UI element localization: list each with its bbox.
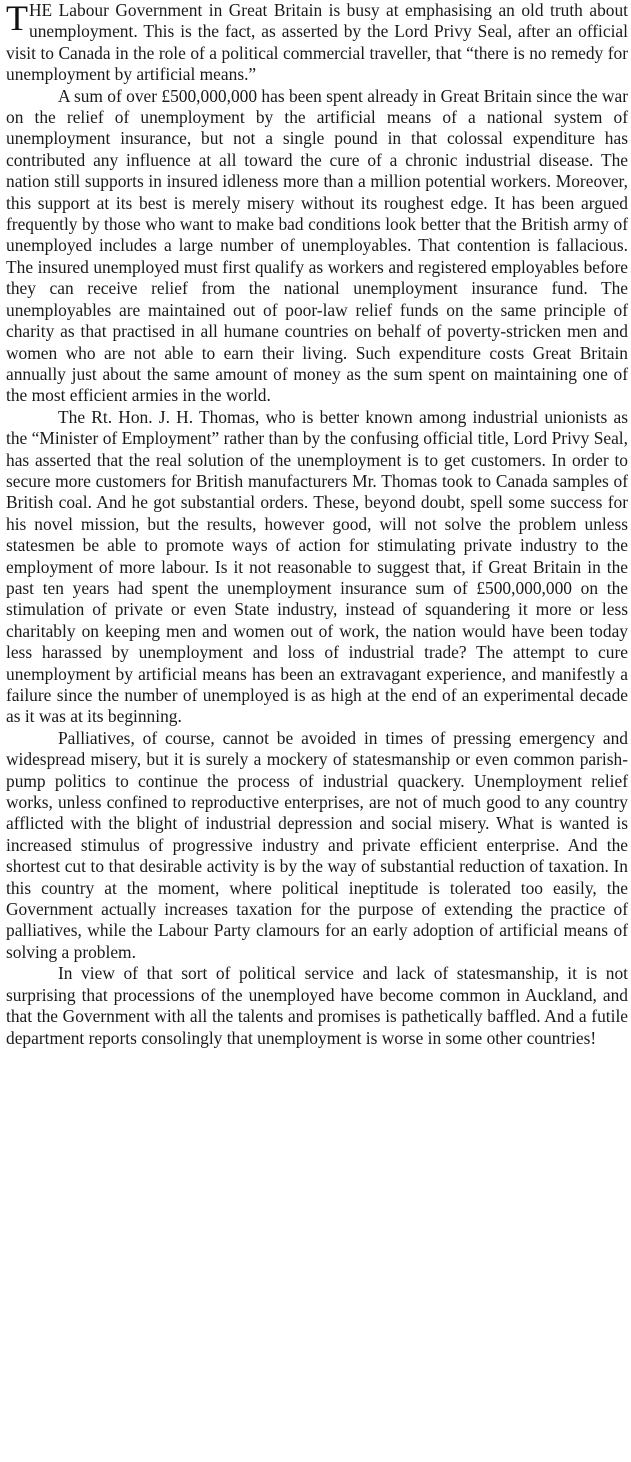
paragraph-2: A sum of over £500,000,000 has been spent already in Great Britain since the war on the relief of unemployment by the artificial means of a national system of unemployment insurance, but not a single pound in that colossal expenditure has contributed any influence at all toward the cure of a chronic industrial disease. The nation still supports in insured idleness more than a million potential workers. Moreover, this support at its best is merely misery without its roughest edge. It has been argued frequently by those who want to make bad conditions look better that the British army of unemployed includes a large number of unemployables. That contention is fallacious. The insured unemployed must first qualify as workers and registered employables before they can receive relief from the national unemployment insurance fund. The unemployables are maintained out of poor-law relief funds on the same principle of charity as that practised in all humane countries on behalf of poverty-stricken men and women who are not able to earn their living. Such expenditure costs Great Britain annually just about the same amount of money as the sum spent on maintaining one of the most efficient armies in the world. xyxy=(6,85,628,406)
drop-cap: T xyxy=(6,0,28,38)
paragraph-4: Palliatives, of course, cannot be avoided in times of pressing emergency and widespread misery, but it is surely a mockery of statesmanship or even common parish-pump politics to continue the process of industrial quackery. Unemployment relief works, unless confined to reproductive enterprises, are not of much good to any country afflicted with the blight of industrial depression and social misery. What is wanted is increased stimulus of progressive industry and private efficient enterprise. And the shortest cut to that desirable activity is by the way of substantial reduction of taxation. In this country at the moment, where political ineptitude is tolerated too easily, the Government actually increases taxation for the purpose of extending the practice of palliatives, while the Labour Party clamours for an early adoption of artificial means of solving a problem. xyxy=(6,727,628,962)
paragraph-5: In view of that sort of political service and lack of statesmanship, it is not surprising that processions of the unemployed have become common in Auckland, and that the Government with all the talents and promises is pathetically baffled. And a futile department reports consolingly that unemployment is worse in some other countries! xyxy=(6,963,628,1048)
paragraph-1 xyxy=(6,0,628,86)
paragraph-3: The Rt. Hon. J. H. Thomas, who is better known among industrial unionists as the “Minister of Employment” rather than by the confusing official title, Lord Privy Seal, has asserted that the real solution of the unemployment is to get customers. In order to secure more customers for British manufacturers Mr. Thomas took to Canada samples of British coal. And he got substantial orders. These, beyond doubt, spell some success for his novel mission, but the results, however good, will not solve the problem unless statesmen be able to promote ways of action for stimulating private industry to the employment of more labour. Is it not reasonable to suggest that, if Great Britain in the past ten years had spent the unemployment insurance sum of £500,000,000 on the stimulation of private or even State industry, instead of squandering it more or less charitably on keeping men and women out of work, the nation would have been today less harassed by unemployment and loss of industrial trade? The attempt to cure unemployment by artificial means has been an extravagant experience, and manifestly a failure since the number of unemployed is as high at the end of an experimental decade as it was at its beginning. xyxy=(6,406,628,727)
paragraph-1-text: HE Labour Government in Great Britain is busy at emphasising an old truth about unemployment. This is the fact, as asserted by the Lord Privy Seal, after an official visit to Canada in the role of a political commercial traveller, that “there is no remedy for unemployment by artificial means.” xyxy=(6,0,628,85)
article-column xyxy=(6,0,628,1049)
